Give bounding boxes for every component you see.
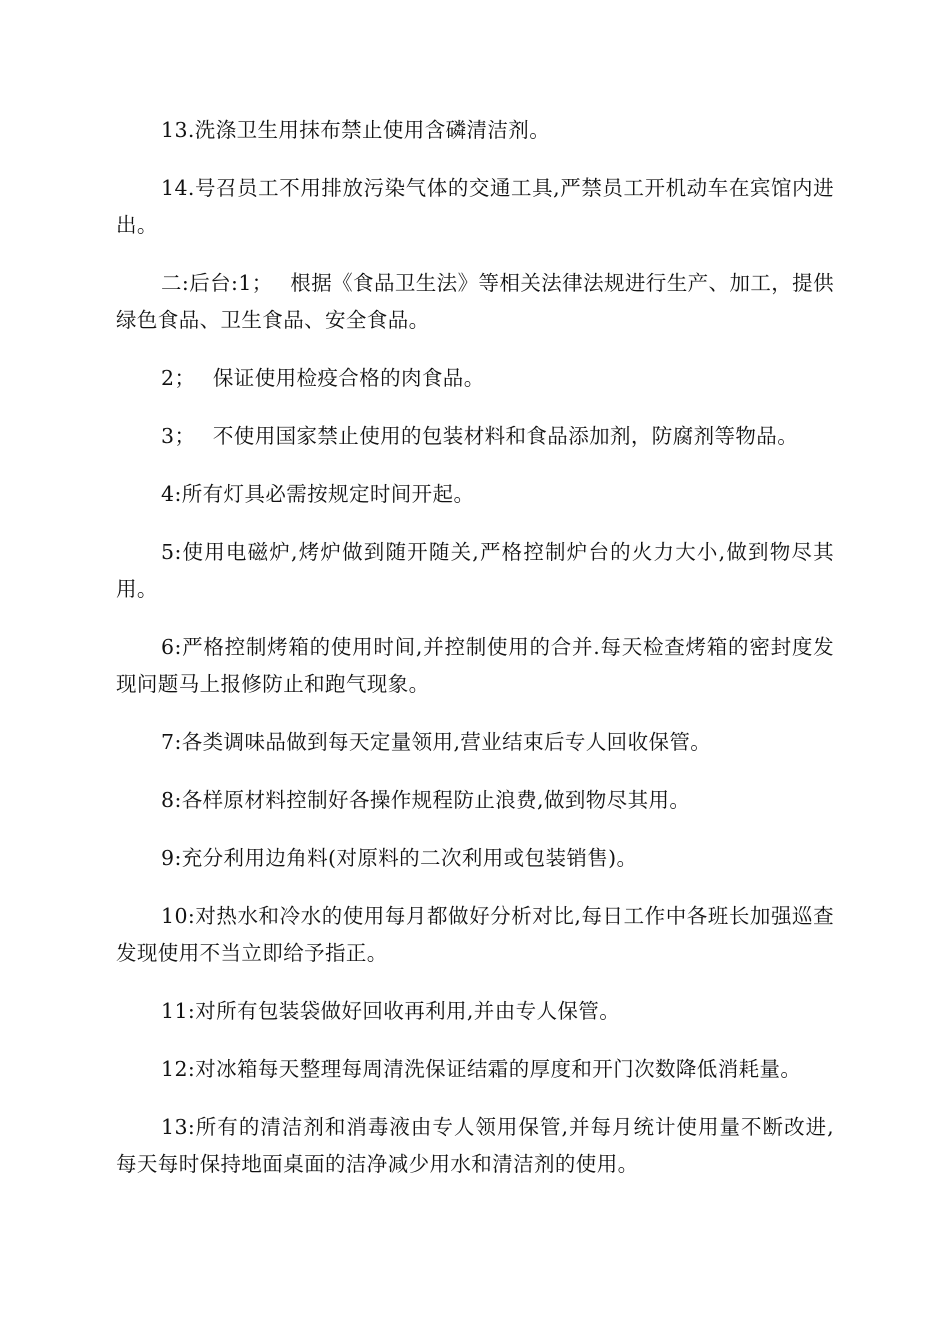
paragraph-packaging-recycling: 11:对所有包装袋做好回收再利用,并由专人保管。: [161, 999, 621, 1023]
paragraph-lighting-schedule: 4:所有灯具必需按规定时间开起。: [161, 482, 475, 506]
paragraph-raw-material-control: 8:各样原材料控制好各操作规程防止浪费,做到物尽其用。: [161, 788, 691, 812]
paragraph-leftover-materials: 9:充分利用边角料(对原料的二次利用或包装销售)。: [161, 846, 638, 870]
paragraph-seasoning-usage: 7:各类调味品做到每天定量领用,营业结束后专人回收保管。: [161, 730, 712, 754]
paragraph-quarantined-meat: 2； 保证使用检疫合格的肉食品。: [161, 366, 485, 390]
paragraph-water-usage: 10:对热水和冷水的使用每月都做好分析对比,每日工作中各班长加强巡查发现使用不当立即给予指正。: [116, 904, 834, 965]
paragraph-13-phosphate-cleaner: 13.洗涤卫生用抹布禁止使用含磷清洁剂。: [161, 118, 551, 142]
paragraph-14-green-commute: 14.号召员工不用排放污染气体的交通工具,严禁员工开机动车在宾馆内进出。: [116, 176, 834, 237]
paragraph-backstage-food-law: 二:后台:1； 根据《食品卫生法》等相关法律法规进行生产、加工，提供绿色食品、卫生食品、安全食品。: [116, 271, 834, 332]
paragraph-fridge-maintenance: 12:对冰箱每天整理每周清洗保证结霜的厚度和开门次数降低消耗量。: [161, 1057, 802, 1081]
document-body: [116, 112, 834, 1204]
paragraph-banned-additives: 3； 不使用国家禁止使用的包装材料和食品添加剂，防腐剂等物品。: [161, 424, 799, 448]
paragraph-cleaning-agents: 13:所有的清洁剂和消毒液由专人领用保管,并每月统计使用量不断改进,每天每时保持地面桌面的洁净减少用水和清洁剂的使用。: [116, 1115, 834, 1176]
paragraph-oven-control: 6:严格控制烤箱的使用时间,并控制使用的合并.每天检查烤箱的密封度发现问题马上报修防止和跑气现象。: [116, 635, 834, 696]
paragraph-induction-stove: 5:使用电磁炉,烤炉做到随开随关,严格控制炉台的火力大小,做到物尽其用。: [116, 540, 834, 601]
